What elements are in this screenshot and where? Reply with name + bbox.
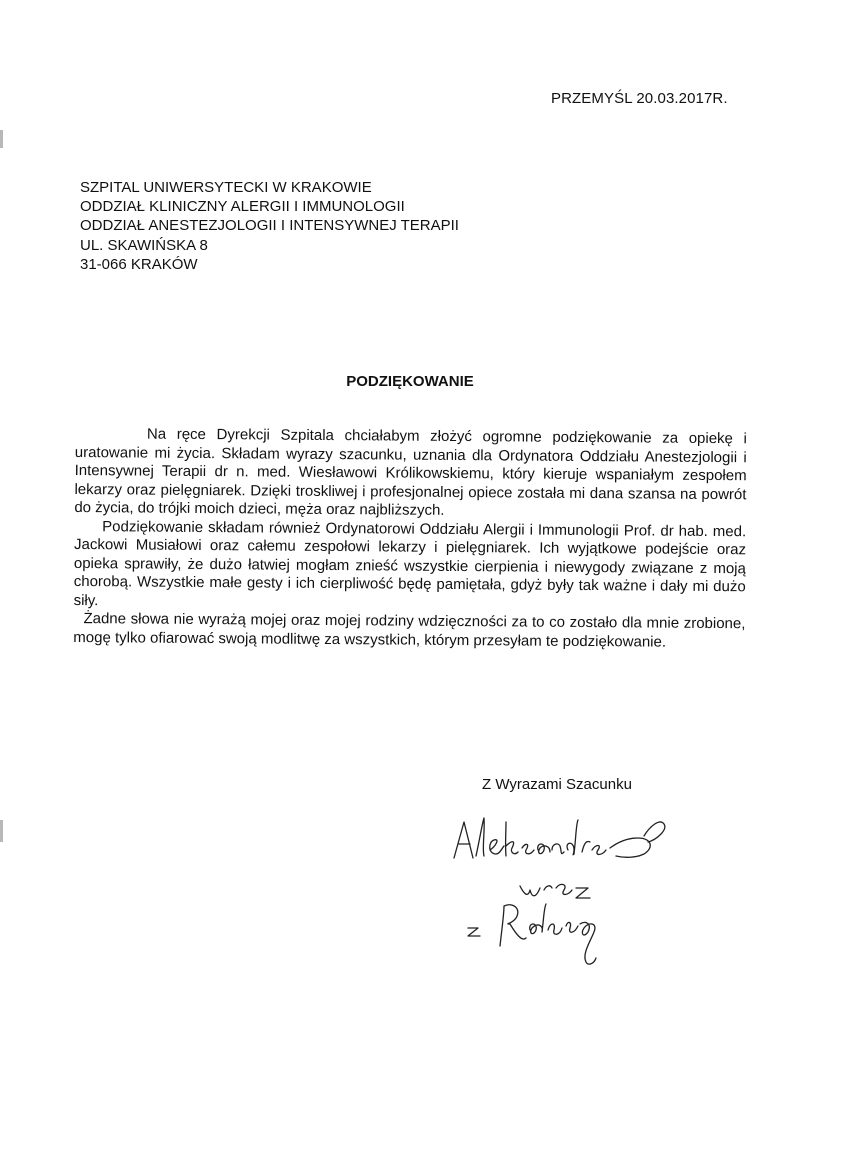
recipient-address bbox=[80, 178, 459, 274]
handwritten-signature bbox=[440, 808, 680, 978]
letter-paragraph: Żadne słowa nie wyrażą mojej oraz mojej rodziny wdzięczności za to co zostało dla mnie zrobione, mogę tylko ofiarować swoją modlitwę za wszystkich, którym przesyłam te podziękowanie. bbox=[73, 610, 746, 651]
scan-edge-mark bbox=[0, 130, 3, 148]
letter-body bbox=[73, 425, 747, 652]
letter-paragraph: Podziękowanie składam również Ordynatorowi Oddziału Alergii i Immunologii Prof. dr hab. med. Jackowi Musiałowi oraz całemu zespołowi lekarzy i pielęgniarek. Ich wyjątkowe podejście oraz opieka sprawiły, że dużo łatwiej mogłam znieść wszystkie cierpienia i niewygody związane z moją chorobą. Wszystkie małe gesty i ich cierpliwość będę pamiętała, gdyż były tak ważne i dały mi dużo siły. bbox=[73, 517, 747, 609]
letter-title: PODZIĘKOWANIE bbox=[346, 373, 474, 390]
closing-phrase: Z Wyrazami Szacunku bbox=[482, 776, 632, 793]
recipient-line: SZPITAL UNIWERSYTECKI W KRAKOWIE bbox=[80, 179, 372, 196]
scan-edge-mark bbox=[0, 820, 3, 842]
recipient-line: 31-066 KRAKÓW bbox=[80, 255, 198, 273]
recipient-line: ODDZIAŁ KLINICZNY ALERGII I IMMUNOLOGII bbox=[80, 198, 405, 216]
recipient-line: ODDZIAŁ ANESTEZJOLOGII I INTENSYWNEJ TERAPII bbox=[80, 217, 459, 235]
place-and-date: PRZEMYŚL 20.03.2017R. bbox=[551, 90, 728, 107]
recipient-line: UL. SKAWIŃSKA 8 bbox=[80, 236, 208, 254]
letter-paragraph: Na ręce Dyrekcji Szpitala chciałabym złożyć ogromne podziękowanie za opiekę i uratowanie mi życia. Składam wyrazy szacunku, uznania dla Ordynatora Oddziału Anestezjologii i Intensywnej Terapii dr n. med. Wiesławowi Królikowskiemu, który kieruje wspaniałym zespołem lekarzy oraz pielęgniarek. Dzięki troskliwej i profesjonalnej opiece została mi dana szansa na powrót do życia, do trójki moich dzieci, męża oraz najbliższych. bbox=[74, 425, 747, 519]
